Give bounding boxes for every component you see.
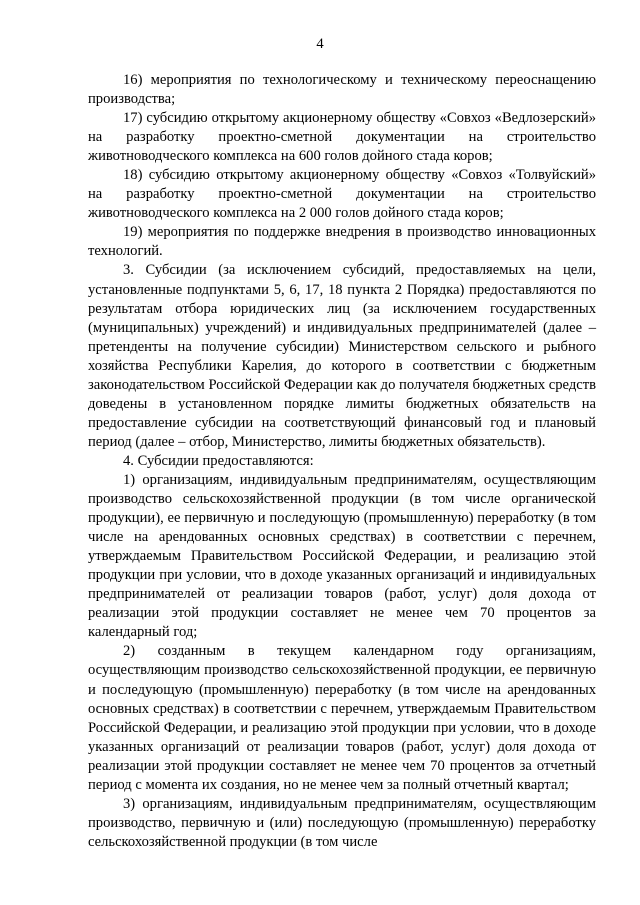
document-body: [88, 71, 596, 852]
paragraph-item-18: 18) субсидию открытому акционерному обществу «Совхоз «Толвуйский» на разработку проектно-сметной документации на строительство животноводческого комплекса на 2 000 голов дойного стада коров;: [88, 167, 596, 222]
paragraph-subitem-3: 3) организациям, индивидуальным предпринимателям, осуществляющим производство, первичную и (или) последующую (промышленную) переработку сельскохозяйственной продукции (в том числе: [88, 795, 596, 850]
page-number: 4: [316, 36, 324, 52]
paragraph-item-16: 16) мероприятия по технологическому и техническому переоснащению производства;: [88, 72, 596, 108]
paragraph-clause-4: 4. Субсидии предоставляются:: [123, 452, 314, 469]
paragraph-item-17: 17) субсидию открытому акционерному обществу «Совхоз «Ведлозерский» на разработку проектно-сметной документации на строительство животноводческого комплекса на 600 голов дойного стада коров;: [88, 110, 596, 165]
paragraph-clause-3: 3. Субсидии (за исключением субсидий, предоставляемых на цели, установленные подпунктами 5, 6, 17, 18 пункта 2 Порядка) предоставляются по результатам отбора юридических лиц (за исключением государственных (муниципальных) учреждений) и индивидуальных предпринимателей (далее – претенденты на получение субсидии) Министерством сельского и рыбного хозяйства Республики Карелия, до которого в соответствии с бюджетным законодательством Российской Федерации как до получателя бюджетных средств доведены в установленном порядке лимиты бюджетных обязательств на предоставление субсидии на соответствующий финансовый год и плановый период (далее – отбор, Министерство, лимиты бюджетных обязательств).: [88, 262, 597, 450]
paragraph-item-19: 19) мероприятия по поддержке внедрения в производство инновационных технологий.: [88, 224, 596, 260]
paragraph-subitem-1: 1) организациям, индивидуальным предпринимателям, осуществляющим производство сельскохозяйственной продукции (в том числе органической продукции), ее первичную и последующую (промышленную) переработку (в том числе на арендованных основных средствах) в соответствии с перечнем, утверждаемым Правительством Российской Федерации, и реализацию этой продукции при условии, что в доходе указанных организаций и индивидуальных предпринимателей от реализации товаров (работ, услуг) доля дохода от реализации этой продукции составляет не менее чем 70 процентов за календарный год;: [88, 471, 596, 641]
paragraph-subitem-2: 2) созданным в текущем календарном году организациям, осуществляющим производство сельскохозяйственной продукции, ее первичную и последующую (промышленную) переработку (в том числе на арендованных основных средствах) в соответствии с перечнем, утверждаемым Правительством Российской Федерации, и реализацию этой продукции при условии, что в доходе указанных организаций от реализации товаров (работ, услуг) доля дохода от реализации этой продукции составляет не менее чем 70 процентов за отчетный период с момента их создания, но не менее чем за полный отчетный квартал;: [88, 643, 596, 793]
